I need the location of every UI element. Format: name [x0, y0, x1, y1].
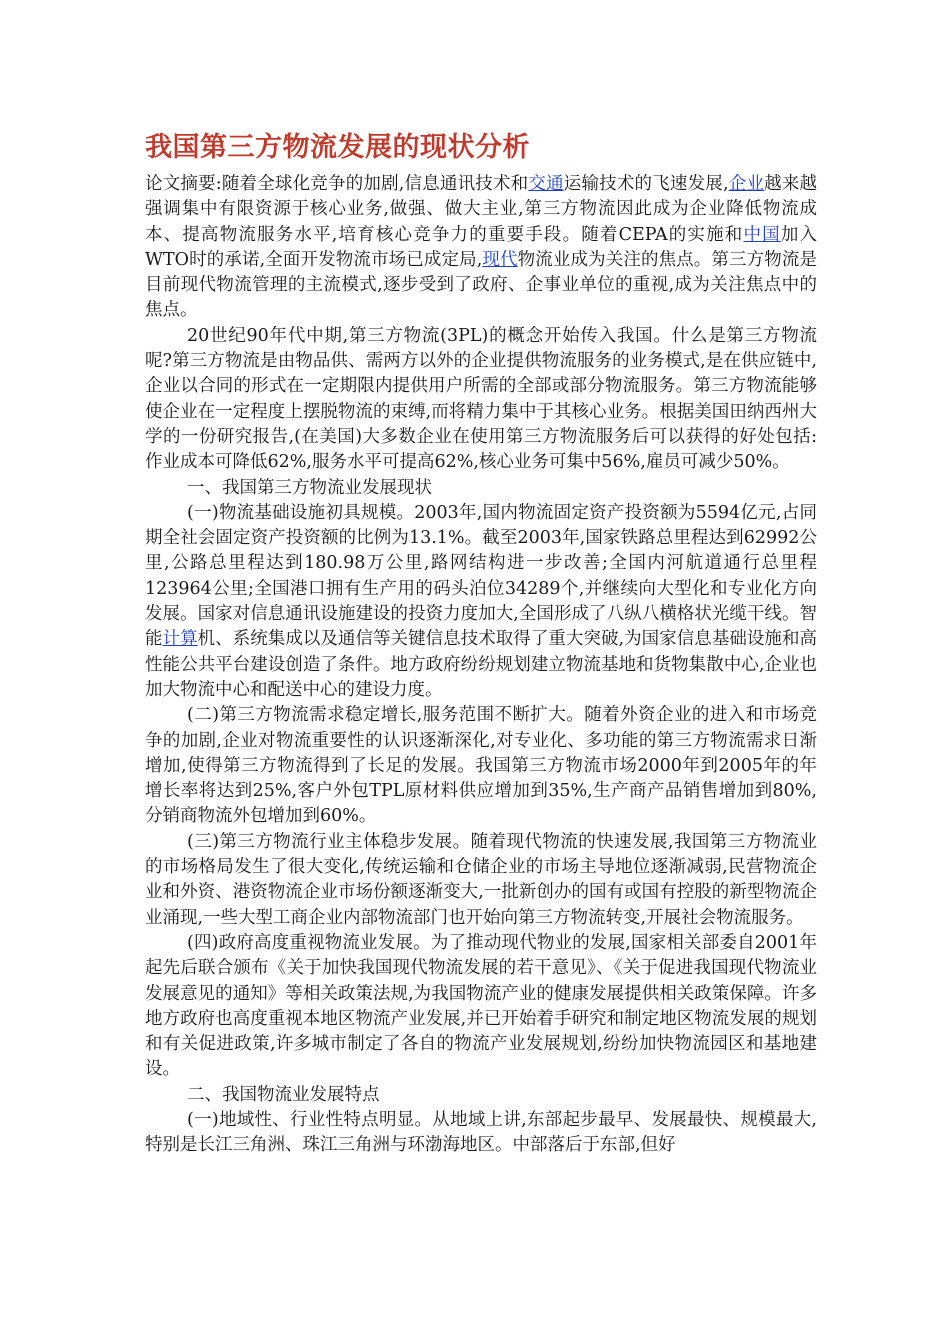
- link-qiye[interactable]: 企业: [728, 174, 765, 194]
- abstract-text: 物流业成为关注的焦点。第三方物流是目前现代物流管理的主流模式,逐步受到了政府、企事业单位的重视,成为关注焦点中的焦点。: [145, 249, 818, 321]
- abstract-text: 加入WTO时的承诺,全面开发物流市场已成定局,: [145, 224, 818, 270]
- abstract-text: 论文摘要:随着全球化竞争的加剧,信息通讯技术和: [145, 174, 529, 194]
- document-page: [145, 128, 817, 1159]
- body-paragraph: (四)政府高度重视物流业发展。为了推动现代物业的发展,国家相关部委自2001年起先后联合颁布《关于加快我国现代物流发展的若干意见》、《关于促进我国现代物流业发展意见的通知》等相关政策法规,为我国物流产业的健康发展提供相关政策保障。许多地方政府也高度重视本地区物流产业发展,并已开始着手研究和制定地区物流发展的规划和有关促进政策,许多城市制定了各自的物流产业发展规划,纷纷加快物流园区和基地建设。: [145, 932, 817, 1080]
- intro-paragraph: 20世纪90年代中期,第三方物流(3PL)的概念开始传入我国。什么是第三方物流呢?第三方物流是由物品供、需两方以外的企业提供物流服务的业务模式,是在供应链中,企业以合同的形式在一定期限内提供用户所需的全部或部分物流服务。第三方物流能够使企业在一定程度上摆脱物流的束缚,而将精力集中于其核心业务。根据美国田纳西州大学的一份研究报告,(在美国)大多数企业在使用第三方物流服务后可以获得的好处包括:作业成本可降低62%,服务水平可提高62%,核心业务可集中56%,雇员可减少50%。: [145, 325, 817, 473]
- paragraph-text: 机、系统集成以及通信等关键信息技术取得了重大突破,为国家信息基础设施和高性能公共平台建设创造了条件。地方政府纷纷规划建立物流基地和货物集散中心,企业也加大物流中心和配送中心的建设力度。: [145, 629, 818, 700]
- link-zhongguo[interactable]: 中国: [743, 224, 781, 245]
- body-paragraph: (三)第三方物流行业主体稳步发展。随着现代物流的快速发展,我国第三方物流业的市场格局发生了很大变化,传统运输和仓储企业的市场主导地位逐渐减弱,民营物流企业和外资、港资物流企业市场份额逐渐变大,一批新创办的国有或国有控股的新型物流企业涌现,一些大型工商企业内部物流部门也开始向第三方物流转变,开展社会物流服务。: [145, 831, 817, 928]
- abstract-text: 运输技术的飞速发展,: [563, 174, 729, 194]
- article-title: 我国第三方物流发展的现状分析: [145, 132, 530, 163]
- body-paragraph: (二)第三方物流需求稳定增长,服务范围不断扩大。随着外资企业的进入和市场竞争的加剧,企业对物流重要性的认识逐渐深化,对专业化、多功能的第三方物流需求日渐增加,使得第三方物流得到了长足的发展。我国第三方物流市场2000年到2005年的年增长率将达到25%,客户外包TPL原材料供应增加到35%,生产商产品销售增加到80%,分销商物流外包增加到60%。: [145, 705, 817, 827]
- link-jiaotong[interactable]: 交通: [528, 174, 564, 194]
- body-paragraph: (一)地域性、行业性特点明显。从地域上讲,东部起步最早、发展最快、规模最大,特别是长江三角洲、珠江三角洲与环渤海地区。中部落后于东部,但好: [145, 1109, 817, 1156]
- body-paragraph: [145, 501, 817, 703]
- link-jisuan[interactable]: 计算: [162, 629, 198, 650]
- link-xiandai[interactable]: 现代: [482, 249, 518, 270]
- paragraph-text: (一)物流基础设施初具规模。2003年,国内物流固定资产投资额为5594亿元,占同期全社会固定资产投资额的比例为13.1%。截至2003年,国家铁路总里程达到62992公里,公路总里程达到180.98万公里,路网结构进一步改善;全国内河航道通行总里程123964公里;全国港口拥有生产用的码头泊位34289个,并继续向大型化和专业化方向发展。国家对信息通讯设施建设的投资力度加大,全国形成了八纵八横格状光缆干线。智能: [145, 502, 817, 650]
- abstract-paragraph: [145, 172, 817, 324]
- section-heading: 一、我国第三方物流业发展现状: [187, 477, 432, 498]
- abstract-text: 越来越强调集中有限资源于核心业务,做强、做大主业,第三方物流因此成为企业降低物流成本、提高物流服务水平,培育核心竞争力的重要手段。随着CEPA的实施和: [145, 174, 818, 245]
- section-heading: 二、我国物流业发展特点: [187, 1084, 380, 1105]
